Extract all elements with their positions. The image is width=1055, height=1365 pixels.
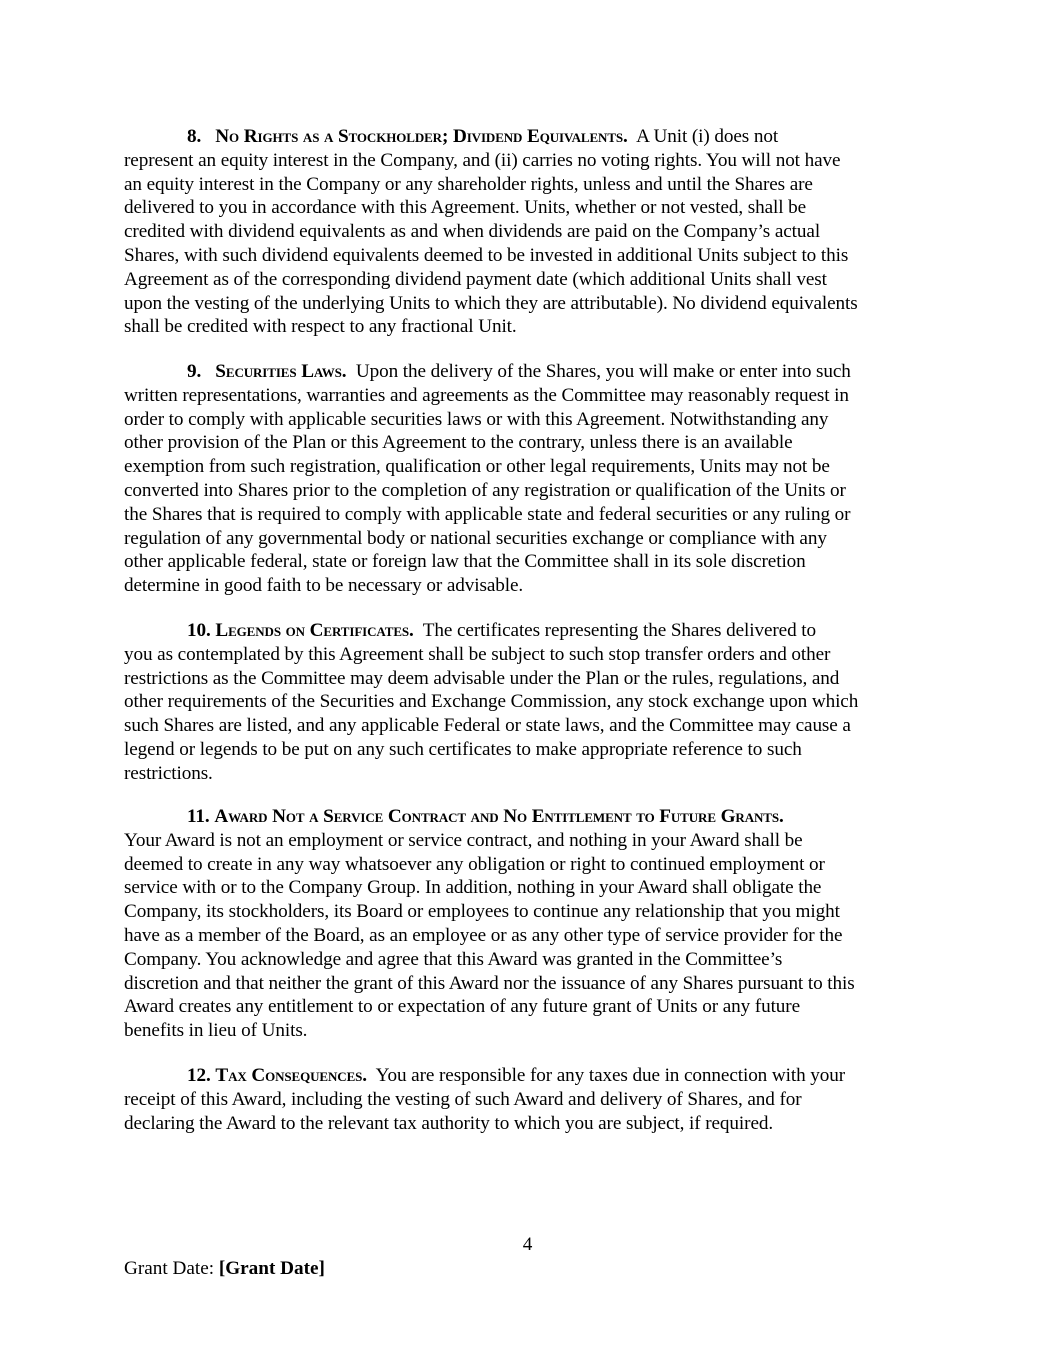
section-line: credited with dividend equivalents as and when dividends are paid on the Company’s actual: [124, 221, 821, 243]
section-line: restrictions as the Committee may deem advisable under the Plan or the rules, regulations, and: [124, 667, 840, 689]
section-line: Your Award is not an employment or service contract, and nothing in your Award shall be: [124, 829, 803, 851]
section-heading: No Rights as a Stockholder; Dividend Equivalents.: [215, 126, 628, 147]
section-line: other applicable federal, state or foreign law that the Committee shall in its sole discretion: [124, 551, 806, 573]
section-line: regulation of any governmental body or national securities exchange or compliance with any: [124, 527, 827, 549]
section-line: the Shares that is required to comply with applicable state and federal securities or any ruling or: [124, 503, 851, 525]
section-first-line: [124, 805, 939, 829]
section-line: other provision of the Plan or this Agreement to the contrary, unless there is an available: [124, 432, 793, 454]
section-9-securities-laws: [124, 360, 939, 598]
section-number: 11.: [187, 806, 210, 827]
section-line: declaring the Award to the relevant tax authority to which you are subject, if required.: [124, 1112, 774, 1134]
page-number: 4: [522, 1234, 533, 1255]
section-line: benefits in lieu of Units.: [124, 1020, 308, 1042]
section-first-line: [124, 360, 939, 384]
section-first-line: [124, 125, 939, 149]
section-number: 12.: [187, 1065, 211, 1086]
section-line: restrictions.: [124, 762, 213, 784]
section-line: delivered to you in accordance with this Agreement. Units, whether or not vested, shall be: [124, 197, 807, 219]
section-line: legend or legends to be put on any such certificates to make appropriate reference to such: [124, 738, 802, 760]
section-text: The certificates representing the Shares delivered to: [422, 620, 816, 641]
section-line: shall be credited with respect to any fractional Unit.: [124, 316, 517, 338]
section-text: A Unit (i) does not: [636, 126, 779, 147]
section-first-line: [124, 619, 939, 643]
section-line: written representations, warranties and agreements as the Committee may reasonably request in: [124, 384, 849, 406]
section-line: discretion and that neither the grant of this Award nor the issuance of any Shares pursuant to this: [124, 972, 855, 994]
section-text: You are responsible for any taxes due in connection with your: [375, 1065, 846, 1086]
footer-label: Grant Date:: [124, 1258, 219, 1279]
section-line: upon the vesting of the underlying Units to which they are attributable). No dividend equivalents: [124, 292, 858, 314]
section-number: 9.: [187, 361, 202, 382]
footer-grant-date: [124, 1257, 325, 1281]
section-line: service with or to the Company Group. In addition, nothing in your Award shall obligate the: [124, 877, 822, 899]
section-line: Shares, with such dividend equivalents deemed to be invested in additional Units subject to this: [124, 244, 849, 266]
section-line: represent an equity interest in the Company, and (ii) carries no voting rights. You will not have: [124, 149, 841, 171]
section-heading: Securities Laws.: [215, 361, 347, 382]
section-line: an equity interest in the Company or any shareholder rights, unless and until the Shares are: [124, 173, 813, 195]
section-line: deemed to create in any way whatsoever any obligation or right to continued employment or: [124, 853, 825, 875]
section-heading: Tax Consequences.: [215, 1065, 367, 1086]
section-line: Company. You acknowledge and agree that this Award was granted in the Committee’s: [124, 948, 783, 970]
section-line: order to comply with applicable securities laws or with this Agreement. Notwithstanding any: [124, 408, 829, 430]
section-heading: Award Not a Service Contract and No Entitlement to Future Grants.: [214, 806, 784, 827]
section-11-award-not-service-contract: [124, 805, 939, 1043]
section-line: exemption from such registration, qualification or other legal requirements, Units may not be: [124, 456, 830, 478]
section-first-line: [124, 1064, 939, 1088]
section-12-tax-consequences: [124, 1064, 939, 1135]
section-line: such Shares are listed, and any applicable Federal or state laws, and the Committee may cause a: [124, 715, 851, 737]
section-line: receipt of this Award, including the vesting of such Award and delivery of Shares, and for: [124, 1088, 802, 1110]
section-text: Upon the delivery of the Shares, you will make or enter into such: [355, 361, 851, 382]
section-line: Company, its stockholders, its Board or employees to continue any relationship that you might: [124, 901, 840, 923]
section-line: you as contemplated by this Agreement shall be subject to such stop transfer orders and other: [124, 643, 831, 665]
section-number: 8.: [187, 126, 202, 147]
section-line: other requirements of the Securities and Exchange Commission, any stock exchange upon which: [124, 691, 859, 713]
section-line: have as a member of the Board, as an employee or as any other type of service provider for the: [124, 924, 843, 946]
section-8-no-rights-as-stockholder: [124, 125, 939, 339]
section-10-legends-on-certificates: [124, 619, 939, 786]
section-heading: Legends on Certificates.: [215, 620, 414, 641]
section-line: determine in good faith to be necessary or advisable.: [124, 575, 524, 597]
section-line: Award creates any entitlement to or expectation of any future grant of Units or any future: [124, 996, 801, 1018]
section-line: converted into Shares prior to the completion of any registration or qualification of the Units or: [124, 479, 846, 501]
section-line: Agreement as of the corresponding dividend payment date (which additional Units shall vest: [124, 268, 827, 290]
footer-grant-date-value: [Grant Date]: [218, 1258, 325, 1279]
section-number: 10.: [187, 620, 211, 641]
